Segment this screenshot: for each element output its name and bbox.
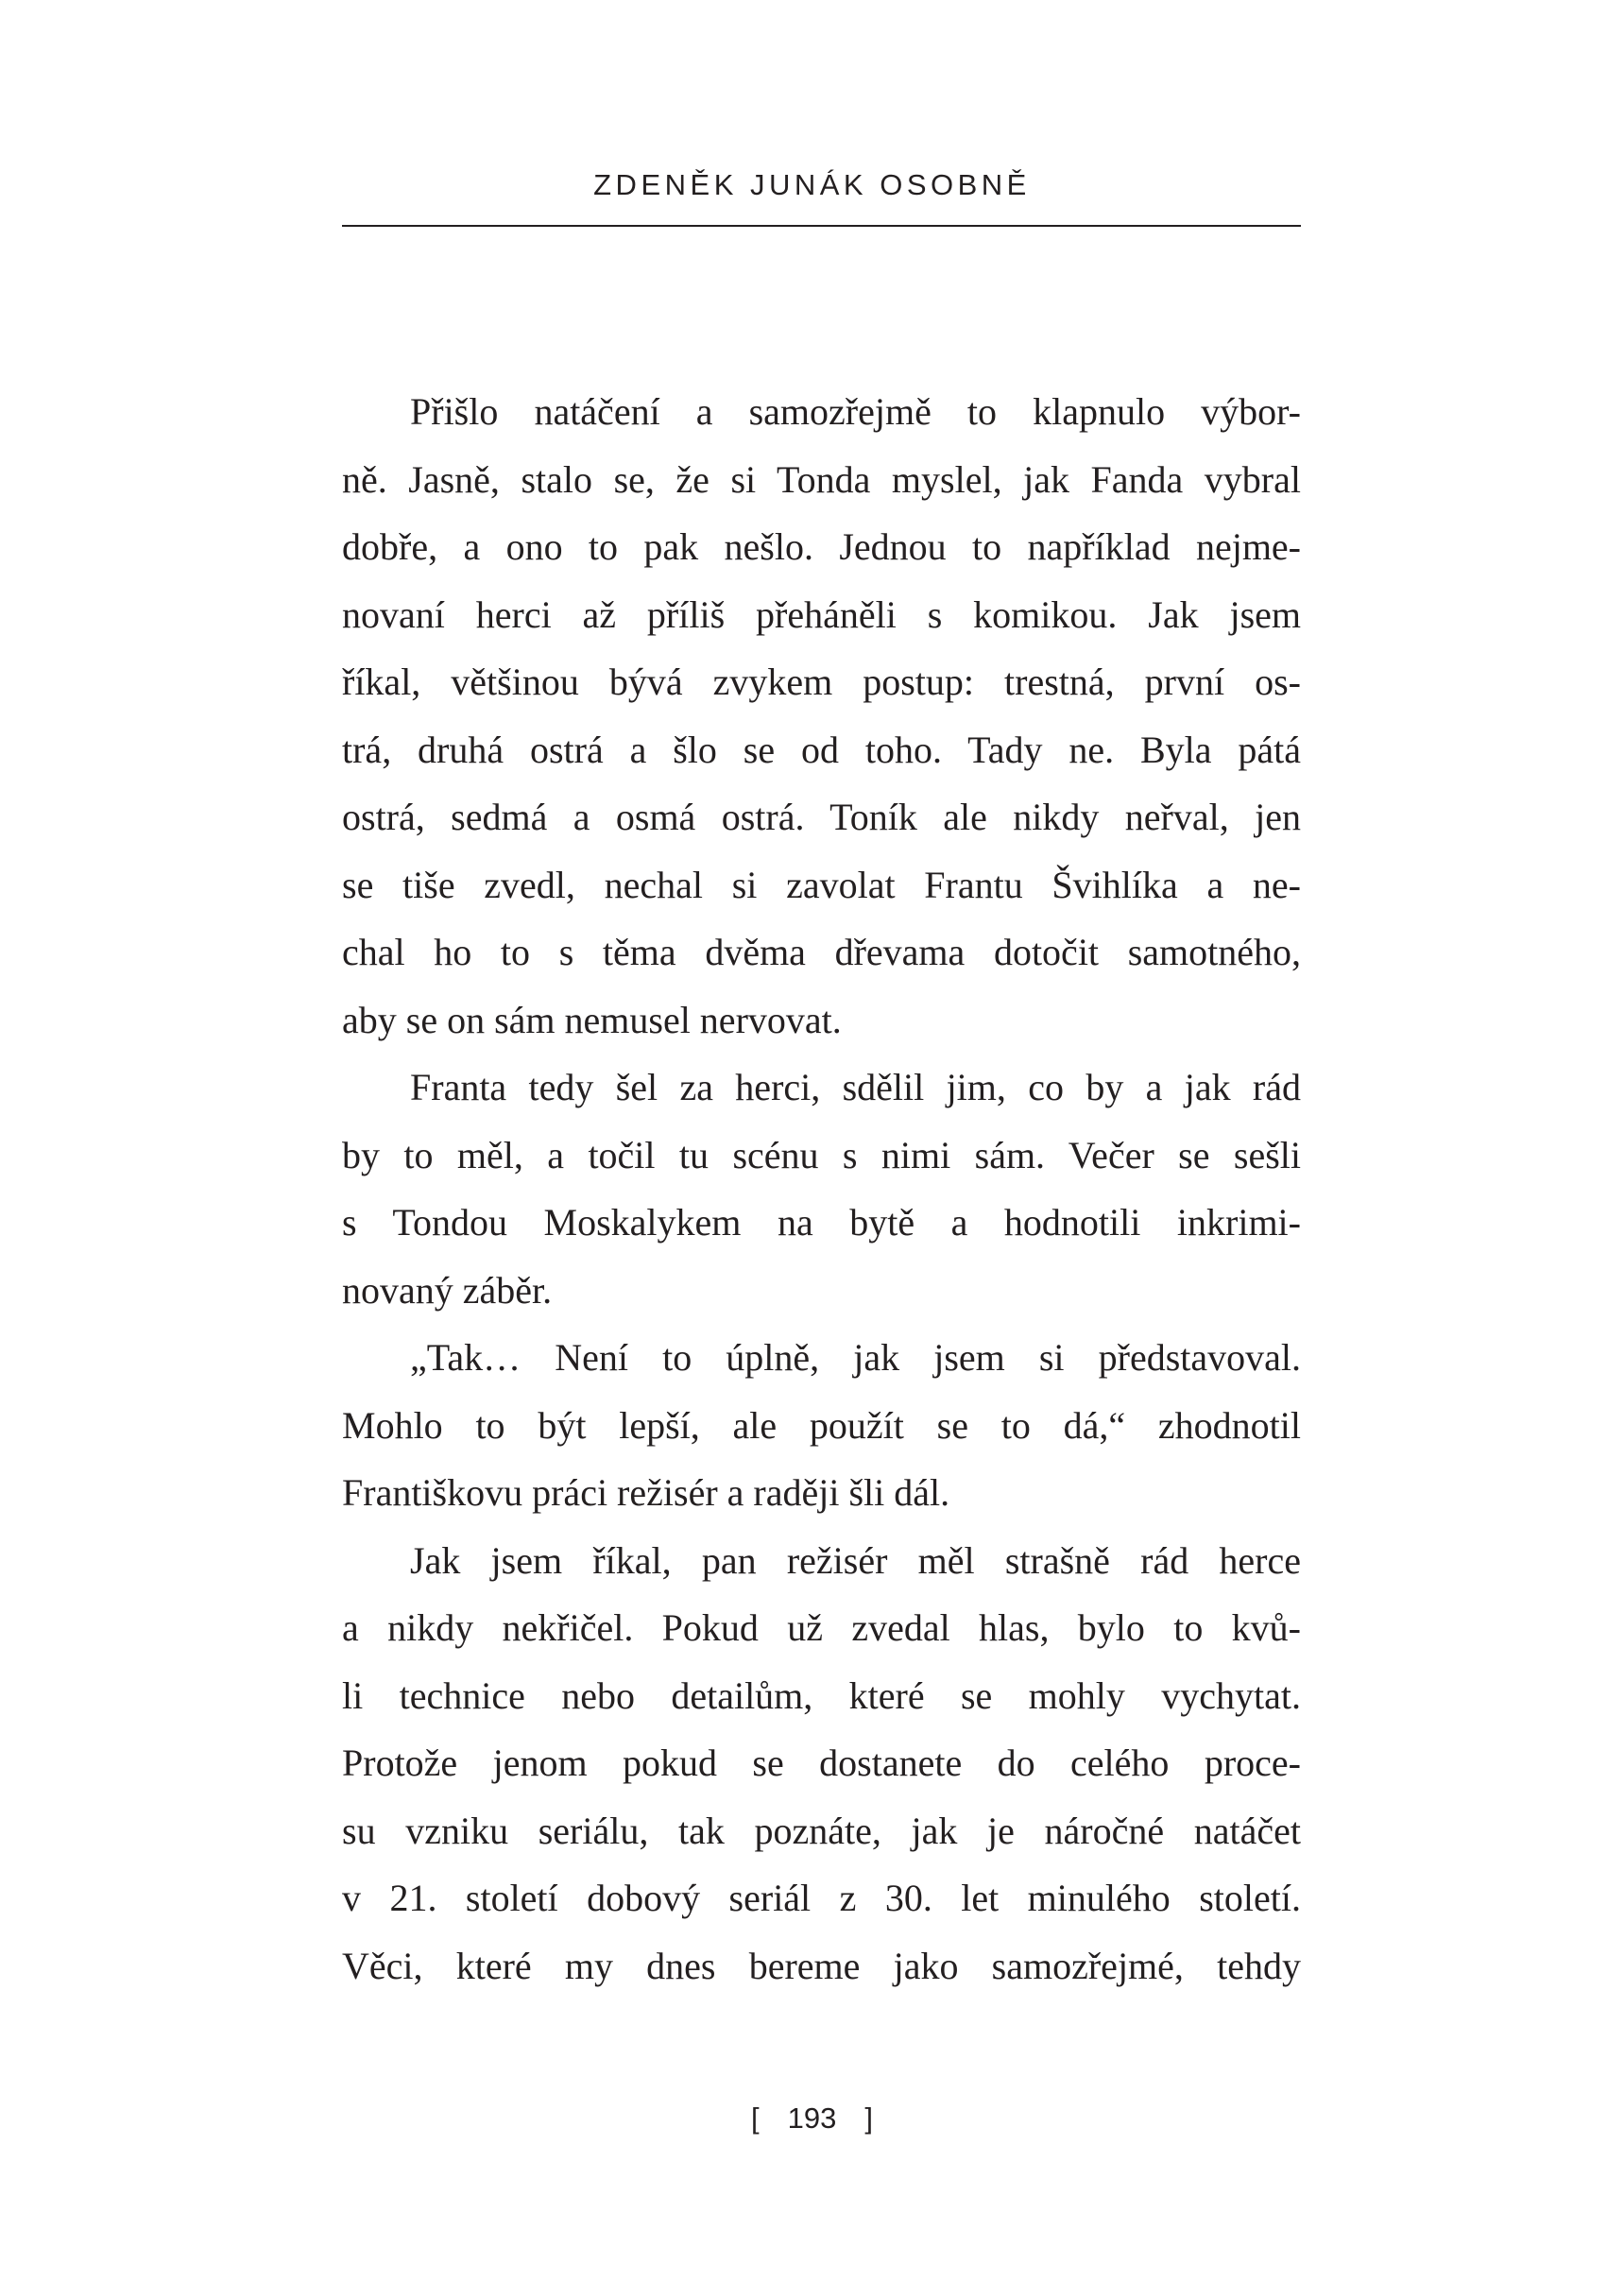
header-rule bbox=[342, 225, 1301, 227]
text-line: Přišlo natáčení a samozřejmě to klapnulo výbor- bbox=[410, 390, 1301, 433]
text-line: Věci, které my dnes bereme jako samozřejmé, tehdy bbox=[342, 1944, 1301, 1987]
text-line: ně. Jasně, stalo se, že si Tonda myslel, jak Fanda vybral bbox=[342, 457, 1301, 501]
text-line: v 21. století dobový seriál z 30. let minulého století. bbox=[342, 1877, 1301, 1919]
text-line: novaný záběr. bbox=[342, 1268, 553, 1312]
text-line: novaní herci až příliš přeháněli s komikou. Jak jsem bbox=[342, 592, 1301, 636]
text-line: trá, druhá ostrá a šlo se od toho. Tady ne. Byla pátá bbox=[342, 728, 1301, 771]
text-line: by to měl, a točil tu scénu s nimi sám. Večer se sešli bbox=[342, 1133, 1301, 1176]
bracket-close: ] bbox=[864, 2102, 873, 2135]
text-line: chal ho to s těma dvěma dřevama dotočit samotného, bbox=[342, 931, 1301, 973]
body-text bbox=[342, 378, 1301, 1999]
text-line: li technice nebo detailům, které se mohly vychytat. bbox=[342, 1673, 1301, 1717]
text-line: Franta tedy šel za herci, sdělil jim, co by a jak rád bbox=[410, 1066, 1301, 1108]
text-line: su vzniku seriálu, tak poznáte, jak je náročné natáčet bbox=[342, 1809, 1301, 1852]
text-line: Protože jenom pokud se dostanete do celého proce- bbox=[342, 1742, 1301, 1784]
text-line: Jak jsem říkal, pan režisér měl strašně rád herce bbox=[410, 1538, 1301, 1582]
text-line: ostrá, sedmá a osmá ostrá. Toník ale nikdy neřval, jen bbox=[342, 796, 1301, 838]
text-line: říkal, většinou bývá zvykem postup: trestná, první os- bbox=[342, 661, 1301, 703]
text-line: Mohlo to být lepší, ale použít se to dá,“ zhodnotil bbox=[342, 1403, 1301, 1447]
text-line: Františkovu práci režisér a raději šli dál. bbox=[342, 1471, 950, 1514]
page-number: 193 bbox=[787, 2102, 837, 2135]
text-line: dobře, a ono to pak nešlo. Jednou to například nejme- bbox=[342, 525, 1301, 568]
page-number-footer bbox=[0, 2100, 1624, 2137]
bracket-open: [ bbox=[751, 2102, 760, 2135]
running-head-title: ZDENĚK JUNÁK OSOBNĚ bbox=[593, 168, 1031, 201]
text-line: a nikdy nekřičel. Pokud už zvedal hlas, bylo to kvů- bbox=[342, 1606, 1301, 1649]
text-line: „Tak… Není to úplně, jak jsem si představoval. bbox=[410, 1336, 1301, 1379]
text-line: aby se on sám nemusel nervovat. bbox=[342, 998, 842, 1041]
text-line: se tiše zvedl, nechal si zavolat Frantu Švihlíka a ne- bbox=[342, 863, 1301, 906]
text-line: s Tondou Moskalykem na bytě a hodnotili inkrimi- bbox=[342, 1201, 1301, 1244]
